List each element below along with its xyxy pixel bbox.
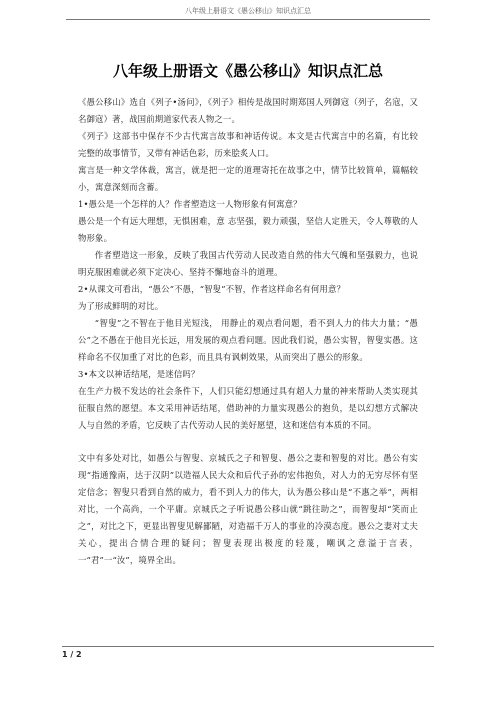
question-1: 1•愚公是一个怎样的人？作者塑造这一人物形象有何寓意？	[78, 199, 302, 209]
question-3: 3•本文以神话结尾，是迷信吗？	[78, 369, 200, 379]
paragraph-source: 《愚公移山》选自《列子•汤问》，《列子》相传是战国时期郑国人列御寇（列子，名寇，又名御寇）著，战国前期道家代表人物之一。	[78, 97, 418, 124]
paragraph-contrast: 文中有多处对比，如愚公与智叟、京城氏之子和智叟、愚公之妻和智叟的对比。愚公有实现“指通豫南，达于汉阴”以造福人民大众和后代子孙的宏伟抱负，对人力的无穷尽怀有坚定信念；智叟只看到自然的威力，看不到人力的伟大，认为愚公移山是“不惠之举”，两相对比，一个高尚，一个平庸。京城氏之子听说愚公移山就“跳往助之”，而智叟却“笑而止之”，对比之下，更显出智叟见解鄙陋，对造福千万人的事业的冷漠态度。愚公之妻对丈夫关心，提出合情合理的疑问；智叟表现出极度的轻蔑，嘲讽之意溢于言表，一“君”一“汝”，境界全出。	[78, 453, 418, 565]
page-number: 1 / 2	[62, 650, 82, 659]
paragraph-liezi: 《列子》这部书中保存不少古代寓言故事和神话传说。本文是古代寓言中的名篇，有比较完整的故事情节，又带有神话色彩，历来脍炙人口。	[78, 131, 418, 158]
page-footer	[62, 646, 434, 659]
paragraph-fable-definition: 寓言是一种文学体裁，寓言，就是把一定的道理寄托在故事之中，情节比较简单，篇幅较小，寓意深刻而含蓄。	[78, 165, 418, 192]
document-body	[78, 94, 418, 569]
answer-2a: 为了形成鲜明的对比。	[78, 301, 164, 311]
paragraph-gap	[78, 434, 418, 450]
answer-1a: 愚公是一个有远大理想，无惧困难，意 志坚强，毅力顽强，坚信人定胜天，令人尊敬的人物形象。	[78, 216, 418, 243]
running-header: 八年级上册语文《愚公移山》知识点汇总	[66, 6, 430, 20]
answer-3: 在生产力极不发达的社会条件下，人们只能幻想通过具有超人力量的神来帮助人类实现其征服自然的愿望。本文采用神话结尾，借助神的力量实现愚公的抱负，是以幻想方式解决人与自然的矛盾，它反映了古代劳动人民的美好愿望，这和迷信有本质的不同。	[78, 386, 418, 430]
document-title: 八年级上册语文《愚公移山》知识点汇总	[112, 62, 383, 80]
question-2: 2•从课文可看出，“愚公”不愚，“智叟”不智，作者这样命名有何用意？	[78, 284, 345, 294]
answer-1b: 作者塑造这一形象，反映了我国古代劳动人民改造自然的伟大气魄和坚强毅力，也说明克服困难就必须下定决心、坚持不懈地奋斗的道理。	[78, 250, 418, 277]
answer-2b: “智叟”之不智在于他目光短浅， 用静止的观点看问题，看不到人力的伟大力量；“愚公”之不愚在于他目光长远，用发展的观点看问题。因此我们说，愚公实智，智叟实愚。这样命名不仅加重了对比的色彩，而且具有讽刺效果，从而突出了愚公的形象。	[78, 318, 418, 362]
